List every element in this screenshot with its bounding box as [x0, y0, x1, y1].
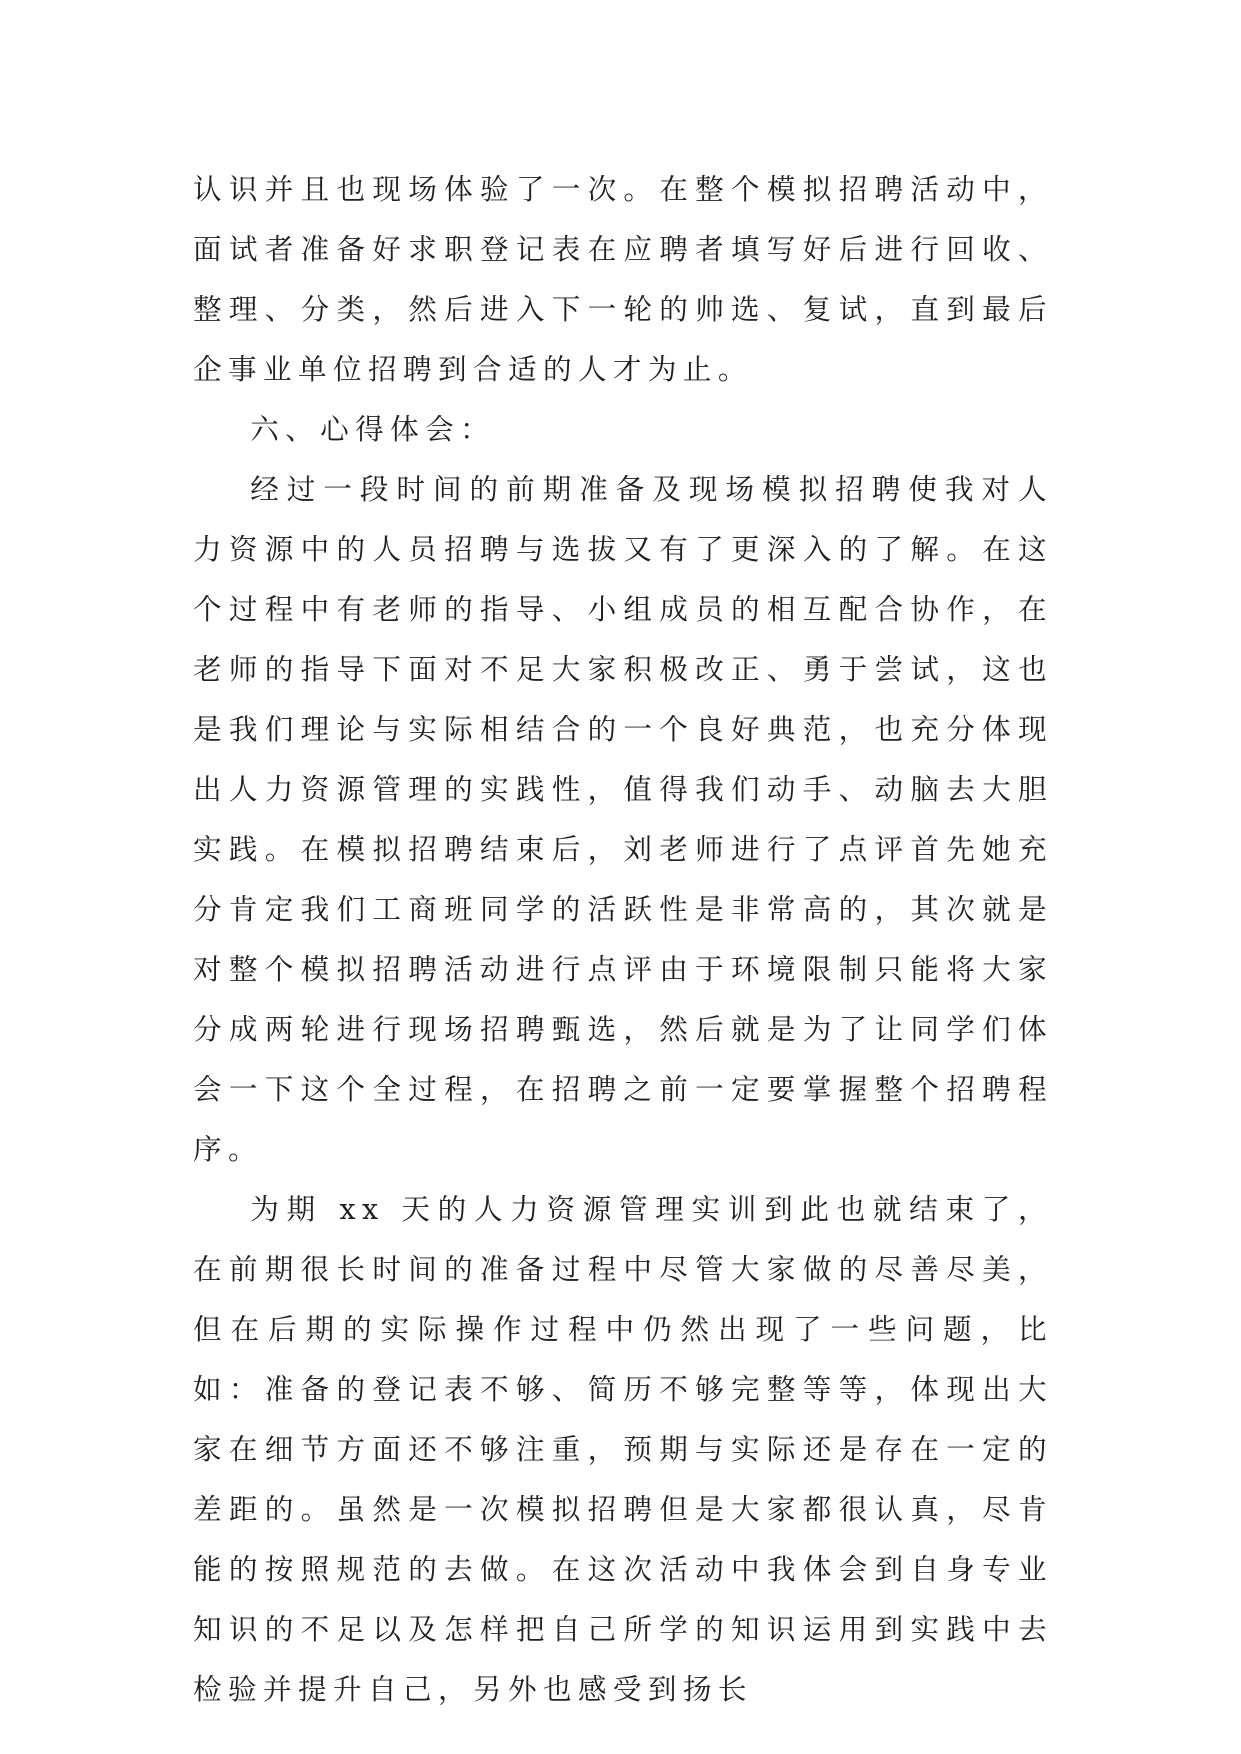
paragraph-reflections: 经过一段时间的前期准备及现场模拟招聘使我对人力资源中的人员招聘与选拔又有了更深入的了解。在这个过程中有老师的指导、小组成员的相互配合协作，在老师的指导下面对不足大家积极改正、勇于尝试，这也是我们理论与实际相结合的一个良好典范，也充分体现出人力资源管理的实践性，值得我们动手、动脑去大胆实践。在模拟招聘结束后，刘老师进行了点评首先她充分肯定我们工商班同学的活跃性是非常高的，其次就是对整个模拟招聘活动进行点评由于环境限制只能将大家分成两轮进行现场招聘甄选，然后就是为了让同学们体会一下这个全过程，在招聘之前一定要掌握整个招聘程序。 [193, 472, 1053, 1166]
paragraph-continuation: 认识并且也现场体验了一次。在整个模拟招聘活动中，面试者准备好求职登记表在应聘者填写好后进行回收、整理、分类，然后进入下一轮的帅选、复试，直到最后企事业单位招聘到合适的人才为止。 [193, 172, 1053, 386]
body-text [193, 159, 1053, 1719]
section-heading-reflections: 六、心得体会： [250, 412, 496, 446]
paragraph-summary: 为期 xx 天的人力资源管理实训到此也就结束了，在前期很长时间的准备过程中尽管大家做的尽善尽美，但在后期的实际操作过程中仍然出现了一些问题，比如：准备的登记表不够、简历不够完整等等，体现出大家在细节方面还不够注重，预期与实际还是存在一定的差距的。虽然是一次模拟招聘但是大家都很认真，尽肯能的按照规范的去做。在这次活动中我体会到自身专业知识的不足以及怎样把自己所学的知识运用到实践中去检验并提升自己，另外也感受到扬长 [193, 1192, 1053, 1706]
